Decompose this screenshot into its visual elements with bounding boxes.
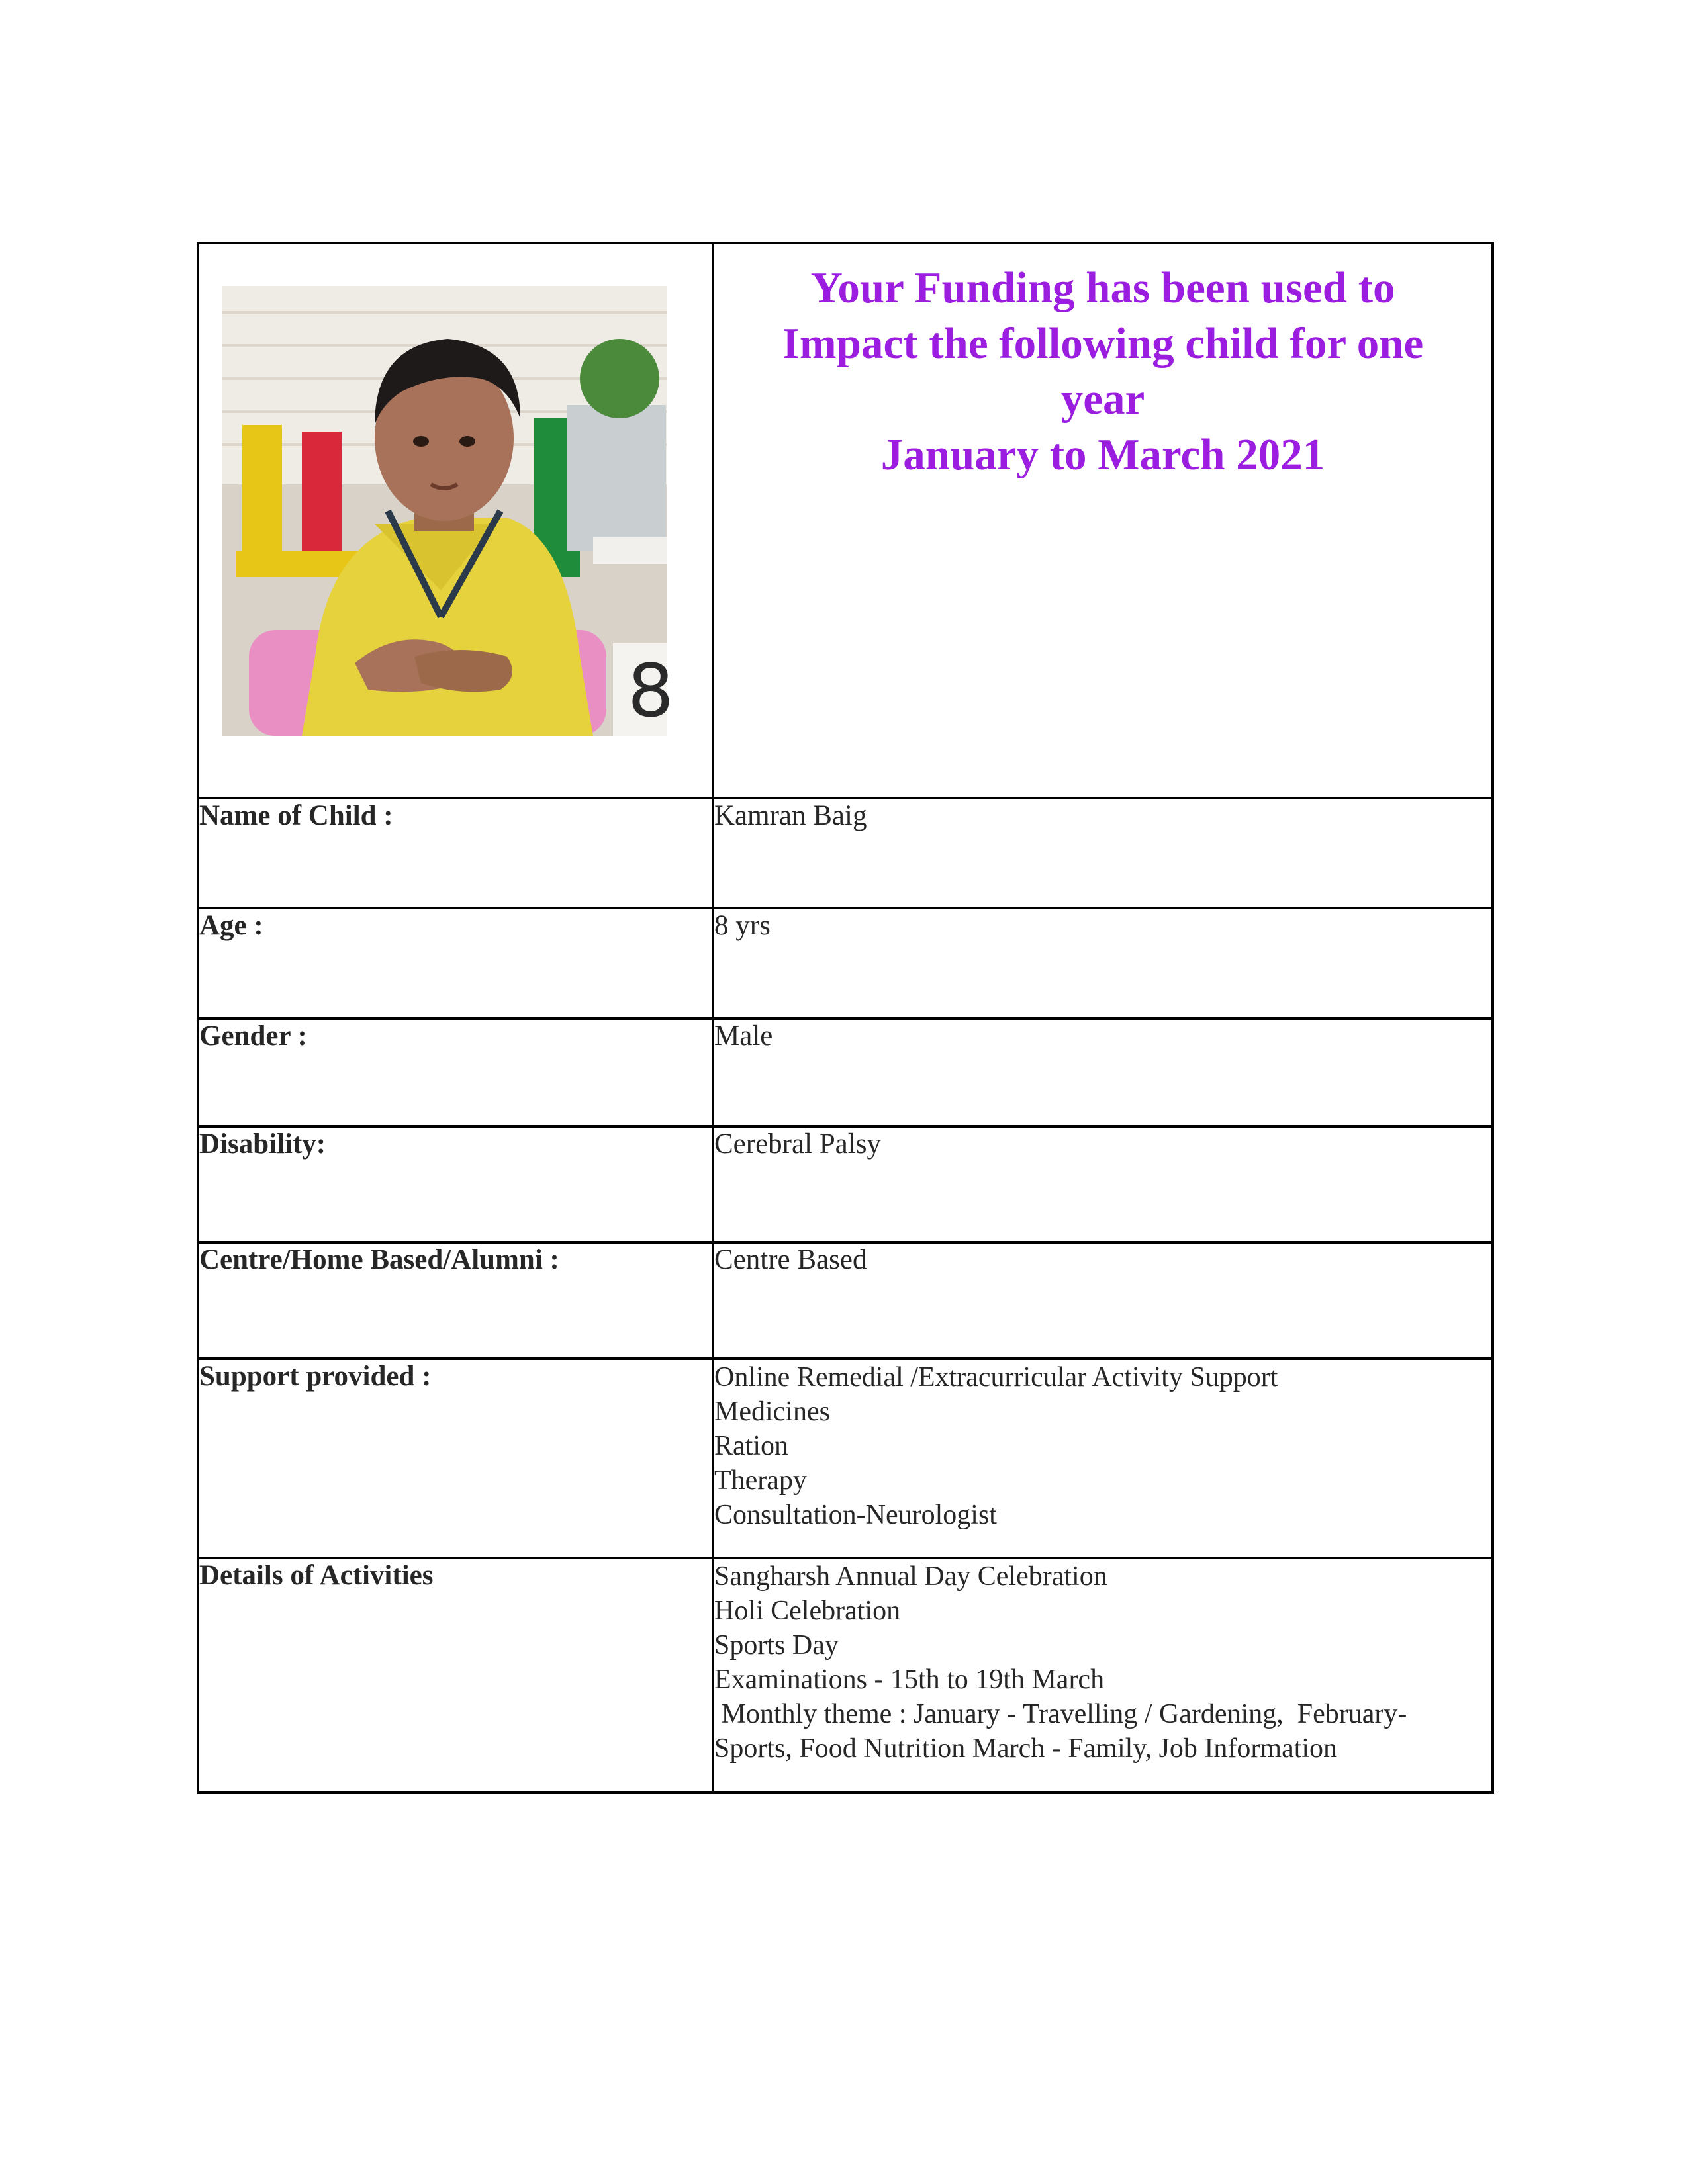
list-item: Online Remedial /Extracurricular Activity Support [714, 1362, 1278, 1392]
value-centre-home-based: Centre Based [713, 1242, 1493, 1359]
list-item: Examinations - 15th to 19th March [714, 1664, 1105, 1695]
list-item: Monthly theme : January - Travelling / Gardening, February- [714, 1699, 1407, 1729]
list-item: Therapy [714, 1465, 807, 1496]
funding-headline [734, 260, 1472, 482]
child-photo-image [222, 286, 674, 736]
value-age: 8 yrs [713, 908, 1493, 1019]
row-name-of-child [198, 798, 1493, 908]
list-item: Holi Celebration [714, 1596, 901, 1626]
row-age [198, 908, 1493, 1019]
value-gender: Male [713, 1019, 1493, 1126]
row-centre-home-based [198, 1242, 1493, 1359]
label-name-of-child: Name of Child : [198, 798, 713, 908]
label-disability: Disability: [198, 1126, 713, 1242]
value-details-of-activities [713, 1558, 1493, 1792]
label-details-of-activities: Details of Activities [198, 1558, 713, 1792]
headline-line-3: year [1060, 375, 1145, 424]
list-item: Medicines [714, 1396, 830, 1427]
list-item: Sports Day [714, 1630, 839, 1661]
value-disability: Cerebral Palsy [713, 1126, 1493, 1242]
list-item: Consultation-Neurologist [714, 1500, 997, 1530]
svg-text:8: 8 [628, 649, 674, 733]
label-centre-home-based: Centre/Home Based/Alumni : [198, 1242, 713, 1359]
photo-cell [198, 243, 713, 798]
list-item: Sports, Food Nutrition March - Family, Job Information [714, 1733, 1338, 1764]
value-name-of-child: Kamran Baig [713, 798, 1493, 908]
headline-line-4: January to March 2021 [880, 430, 1325, 479]
row-support-provided [198, 1359, 1493, 1558]
list-item: Sangharsh Annual Day Celebration [714, 1561, 1107, 1592]
headline-line-2: Impact the following child for one [782, 319, 1424, 368]
label-support-provided: Support provided : [198, 1359, 713, 1558]
child-report-table [197, 242, 1494, 1794]
label-gender: Gender : [198, 1019, 713, 1126]
row-disability [198, 1126, 1493, 1242]
row-gender [198, 1019, 1493, 1126]
headline-cell [713, 243, 1493, 798]
row-details-of-activities [198, 1558, 1493, 1792]
value-support-provided [713, 1359, 1493, 1558]
header-row [198, 243, 1493, 798]
label-age: Age : [198, 908, 713, 1019]
headline-line-1: Your Funding has been used to [810, 263, 1395, 312]
list-item: Ration [714, 1431, 788, 1461]
child-photo [222, 286, 674, 736]
